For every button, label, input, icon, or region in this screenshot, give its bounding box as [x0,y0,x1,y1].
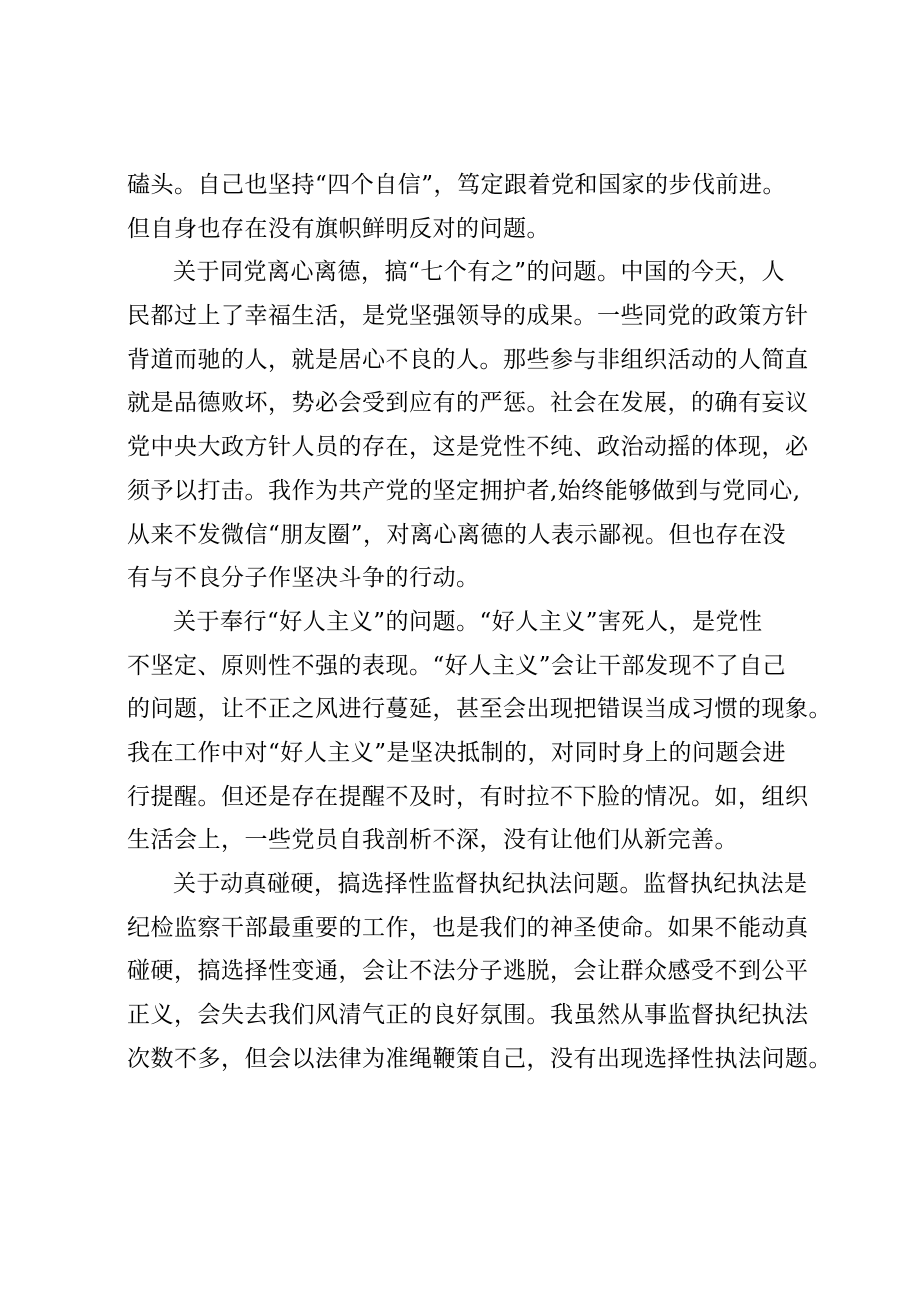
paragraph-2-line-7: 从来不发微信“朋友圈”，对离心离德的人表示鄙视。但也存在没 [127,521,787,548]
paragraph-3-line-5: 行提醒。但还是存在提醒不及时，有时拉不下脸的情况。如，组织 [127,783,809,810]
paragraph-2-line-4: 就是品德败坏，势必会受到应有的严惩。社会在发展，的确有妄议 [127,390,809,417]
paragraph-4-line-5: 次数不多，但会以法律为准绳鞭策自己，没有出现选择性执法问题。 [127,1045,832,1072]
paragraph-2-line-3: 背道而驰的人，就是居心不良的人。那些参与非组织活动的人简直 [127,346,809,373]
paragraph-3-line-1: 关于奉行“好人主义”的问题。“好人主义”害死人，是党性 [173,608,763,635]
paragraph-1-line-1: 磕头。自己也坚持“四个自信”，笃定跟着党和国家的步伐前进。 [127,172,787,198]
paragraph-2-line-1: 关于同党离心离德，搞“七个有之”的问题。中国的今天，人 [173,259,786,286]
paragraph-2-line-8: 有与不良分子作坚决斗争的行动。 [127,565,480,592]
paragraph-2-line-2: 民都过上了幸福生活，是党坚强领导的成果。一些同党的政策方针 [127,303,809,330]
paragraph-4-line-2: 纪检监察干部最重要的工作，也是我们的神圣使命。如果不能动真 [127,914,809,941]
paragraph-3-line-4: 我在工作中对“好人主义”是坚决抵制的，对同时身上的问题会进 [127,739,787,766]
paragraph-3-line-3: 的问题，让不正之风进行蔓延，甚至会出现把错误当成习惯的现象。 [127,696,832,723]
document-body [127,164,832,1081]
paragraph-2-line-6: 须予以打击。我作为共产党的坚定拥护者,始终能够做到与党同心, [127,477,801,504]
paragraph-2-line-5: 党中央大政方针人员的存在，这是党性不纯、政治动摇的体现，必 [127,434,809,461]
paragraph-3-line-6: 生活会上，一些党员自我剖析不深，没有让他们从新完善。 [127,827,738,854]
paragraph-1-line-2: 但自身也存在没有旗帜鲜明反对的问题。 [127,215,550,242]
paragraph-4-line-3: 碰硬，搞选择性变通，会让不法分子逃脱，会让群众感受不到公平 [127,958,809,985]
paragraph-4-line-1: 关于动真碰硬，搞选择性监督执纪执法问题。监督执纪执法是 [173,871,808,897]
paragraph-4-line-4: 正义，会失去我们风清气正的良好氛围。我虽然从事监督执纪执法 [127,1002,809,1029]
paragraph-3-line-2: 不坚定、原则性不强的表现。“好人主义”会让干部发现不了自己 [127,652,787,679]
